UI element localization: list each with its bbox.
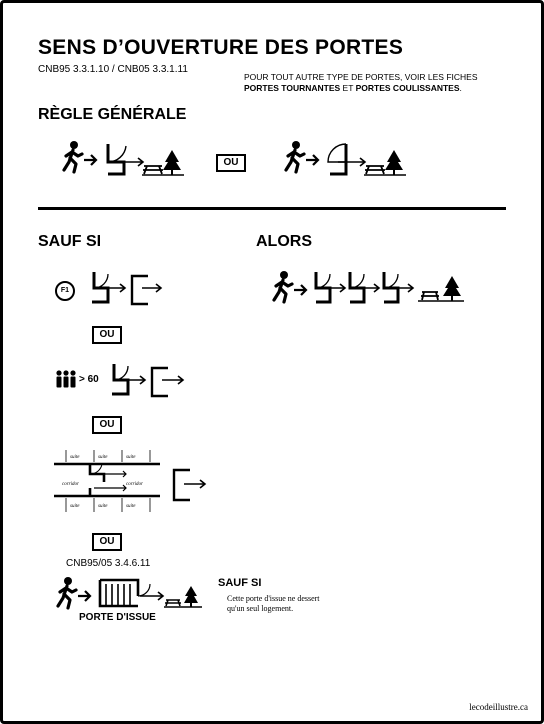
running-person-icon	[64, 141, 82, 172]
corridor-label: corridor	[126, 482, 143, 487]
door-swing-icon	[328, 144, 365, 174]
page-title: SENS D’OUVERTURE DES PORTES	[38, 36, 404, 59]
door-swing-icon	[112, 364, 145, 394]
group-people-icon	[55, 370, 77, 390]
or-label-general: OU	[216, 154, 246, 172]
running-person-icon	[274, 271, 292, 302]
exceptions-heading: SAUF SI	[38, 233, 102, 250]
door-swing-icon	[92, 272, 125, 302]
tree-icon	[443, 276, 461, 301]
running-person-icon	[58, 577, 76, 608]
tree-icon	[385, 150, 403, 175]
section-divider	[38, 207, 506, 210]
note-line-1: POUR TOUT AUTRE TYPE DE PORTES, VOIR LES FICHES	[244, 72, 478, 82]
arrow-icon	[84, 155, 96, 165]
f1-occupancy-badge: F1	[55, 281, 75, 301]
suite-label: suite	[126, 504, 136, 509]
picnic-table-icon	[143, 166, 163, 174]
suite-label: suite	[98, 504, 108, 509]
suite-label: suite	[126, 455, 136, 460]
picnic-table-icon	[165, 600, 181, 606]
tree-icon	[184, 586, 198, 607]
footer-credit[interactable]: lecodeillustre.ca	[469, 702, 528, 712]
code-reference-exit: CNB95/05 3.4.6.11	[66, 558, 151, 569]
general-rule-diagram-b	[284, 140, 414, 180]
corridor-label: corridor	[62, 482, 79, 487]
tree-icon	[163, 150, 181, 175]
general-rule-diagram-a	[62, 140, 192, 180]
exit-door-icon	[132, 276, 161, 304]
or-label-2: OU	[92, 416, 122, 434]
exception-note-heading: SAUF SI	[218, 577, 262, 589]
f1-door-diagram	[90, 270, 164, 310]
link-revolving-doors[interactable]: PORTES TOURNANTES	[244, 83, 341, 93]
then-diagram	[272, 270, 468, 310]
exception-note-text: Cette porte d'issue ne dessert qu'un seul logement.	[227, 594, 320, 613]
door-swing-icon	[350, 272, 379, 302]
door-swing-icon	[108, 144, 143, 174]
exit-door-icon	[172, 468, 208, 502]
suite-label: suite	[70, 455, 80, 460]
link-sliding-doors[interactable]: PORTES COULISSANTES	[355, 83, 460, 93]
then-heading: ALORS	[256, 233, 312, 250]
see-also-note	[244, 72, 478, 94]
or-label-1: OU	[92, 326, 122, 344]
note-line-2: PORTES TOURNANTES ET PORTES COULISSANTES.	[244, 83, 462, 93]
picnic-table-icon	[365, 166, 385, 174]
stairwell-icon	[100, 580, 163, 606]
arrow-icon	[294, 285, 306, 295]
arrow-icon	[78, 591, 90, 601]
arrow-icon	[306, 155, 318, 165]
picnic-table-icon	[421, 292, 439, 300]
code-reference: CNB95 3.3.1.10 / CNB05 3.3.1.11	[38, 64, 188, 75]
general-rule-heading: RÈGLE GÉNÉRALE	[38, 106, 187, 123]
suite-label: suite	[98, 455, 108, 460]
occupant-count: > 60	[79, 374, 99, 385]
or-label-3: OU	[92, 533, 122, 551]
exit-door-icon	[152, 368, 183, 396]
suite-label: suite	[70, 504, 80, 509]
door-swing-icon	[316, 272, 345, 302]
occupants-door-diagram	[110, 362, 186, 402]
running-person-icon	[286, 141, 304, 172]
exit-door-label: PORTE D'ISSUE	[79, 612, 156, 623]
door-swing-icon	[384, 272, 413, 302]
exit-stair-diagram	[56, 576, 206, 612]
